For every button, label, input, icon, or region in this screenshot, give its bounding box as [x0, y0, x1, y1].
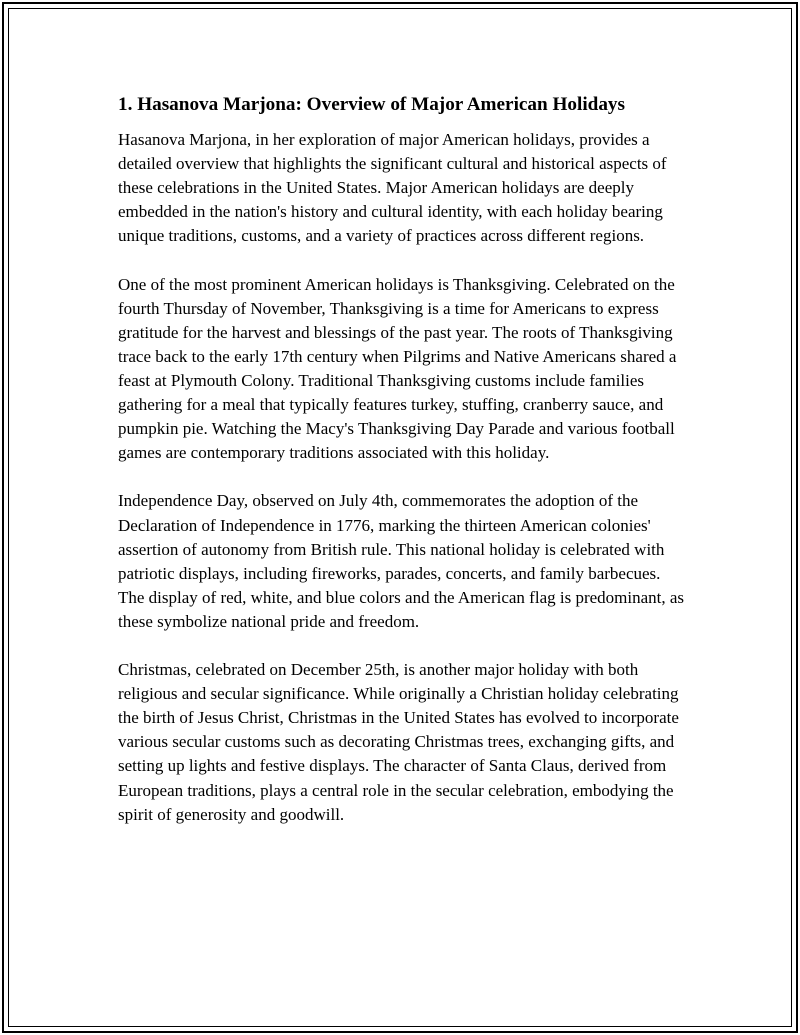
paragraph-independence-day: Independence Day, observed on July 4th, commemorates the adoption of the Declaration of Independence in 1776, marking the thirteen American colonies' assertion of autonomy from British rule. This national holiday is celebrated with patriotic displays, including fireworks, parades, concerts, and family barbecues. The display of red, white, and blue colors and the American flag is predominant, as these symbolize national pride and freedom. [118, 491, 685, 631]
section-heading: 1. Hasanova Marjona: Overview of Major American Holidays [118, 94, 625, 115]
paragraph-intro: Hasanova Marjona, in her exploration of major American holidays, provides a detailed overview that highlights the significant cultural and historical aspects of these celebrations in the United States. Major American holidays are deeply embedded in the nation's history and cultural identity, with each holiday bearing unique traditions, customs, and a variety of practices across different regions. [118, 130, 667, 246]
document-body [118, 92, 690, 827]
paragraph-thanksgiving: One of the most prominent American holidays is Thanksgiving. Celebrated on the fourth Thursday of November, Thanksgiving is a time for Americans to express gratitude for the harvest and blessings of the past year. The roots of Thanksgiving trace back to the early 17th century when Pilgrims and Native Americans shared a feast at Plymouth Colony. Traditional Thanksgiving customs include families gathering for a meal that typically features turkey, stuffing, cranberry sauce, and pumpkin pie. Watching the Macy's Thanksgiving Day Parade and various football games are contemporary traditions associated with this holiday. [118, 274, 677, 463]
paragraph-christmas: Christmas, celebrated on December 25th, is another major holiday with both religious and secular significance. While originally a Christian holiday celebrating the birth of Jesus Christ, Christmas in the United States has evolved to incorporate various secular customs such as decorating Christmas trees, exchanging gifts, and setting up lights and festive displays. The character of Santa Claus, derived from European traditions, plays a central role in the secular celebration, embodying the spirit of generosity and goodwill. [118, 660, 679, 824]
